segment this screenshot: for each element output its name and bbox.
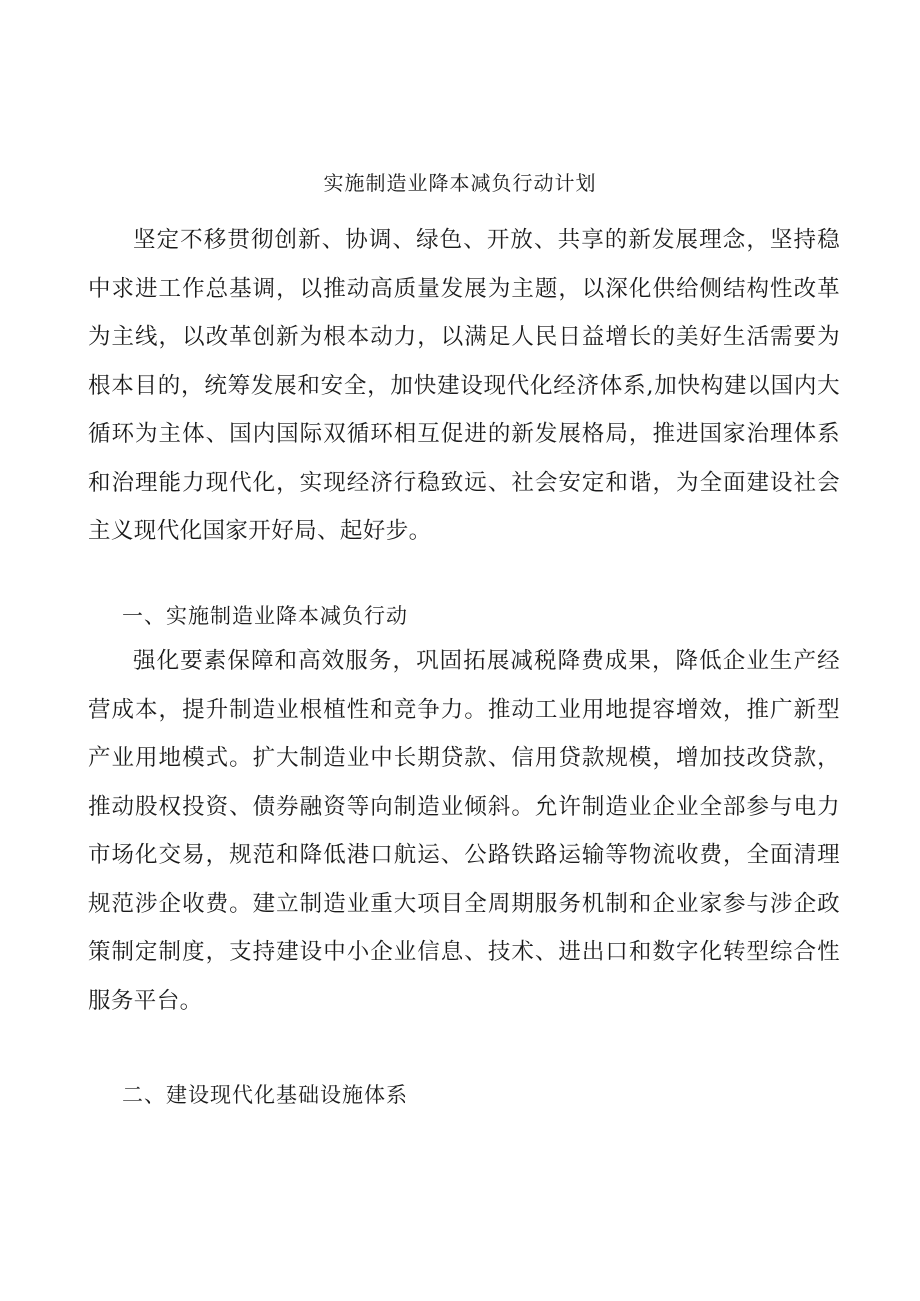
intro-paragraph: 坚定不移贯彻创新、协调、绿色、开放、共享的新发展理念，坚持稳中求进工作总基调，以推动高质量发展为主题，以深化供给侧结构性改革为主线，以改革创新为根本动力，以满足人民日益增长的美好生活需要为根本目的，统筹发展和安全，加快建设现代化经济体系,加快构建以国内大循环为主体、国内国际双循环相互促进的新发展格局，推进国家治理体系和治理能力现代化，实现经济行稳致远、社会安定和谐，为全面建设社会主义现代化国家开好局、起好步。: [88, 227, 840, 544]
section-heading-2: 二、建设现代化基础设施体系: [122, 1083, 408, 1107]
section-paragraph-1: 强化要素保障和高效服务，巩固拓展减税降费成果，降低企业生产经营成本，提升制造业根植性和竞争力。推动工业用地提容增效，推广新型产业用地模式。扩大制造业中长期贷款、信用贷款规模，增加技改贷款，推动股权投资、债券融资等向制造业倾斜。允许制造业企业全部参与电力市场化交易，规范和降低港口航运、公路铁路运输等物流收费，全面清理规范涉企收费。建立制造业重大项目全周期服务机制和企业家参与涉企政策制定制度，支持建设中小企业信息、技术、进出口和数字化转型综合性服务平台。: [88, 648, 840, 1014]
section-heading-1: 一、实施制造业降本减负行动: [122, 604, 408, 628]
document-title: 实施制造业降本减负行动计划: [323, 171, 597, 195]
